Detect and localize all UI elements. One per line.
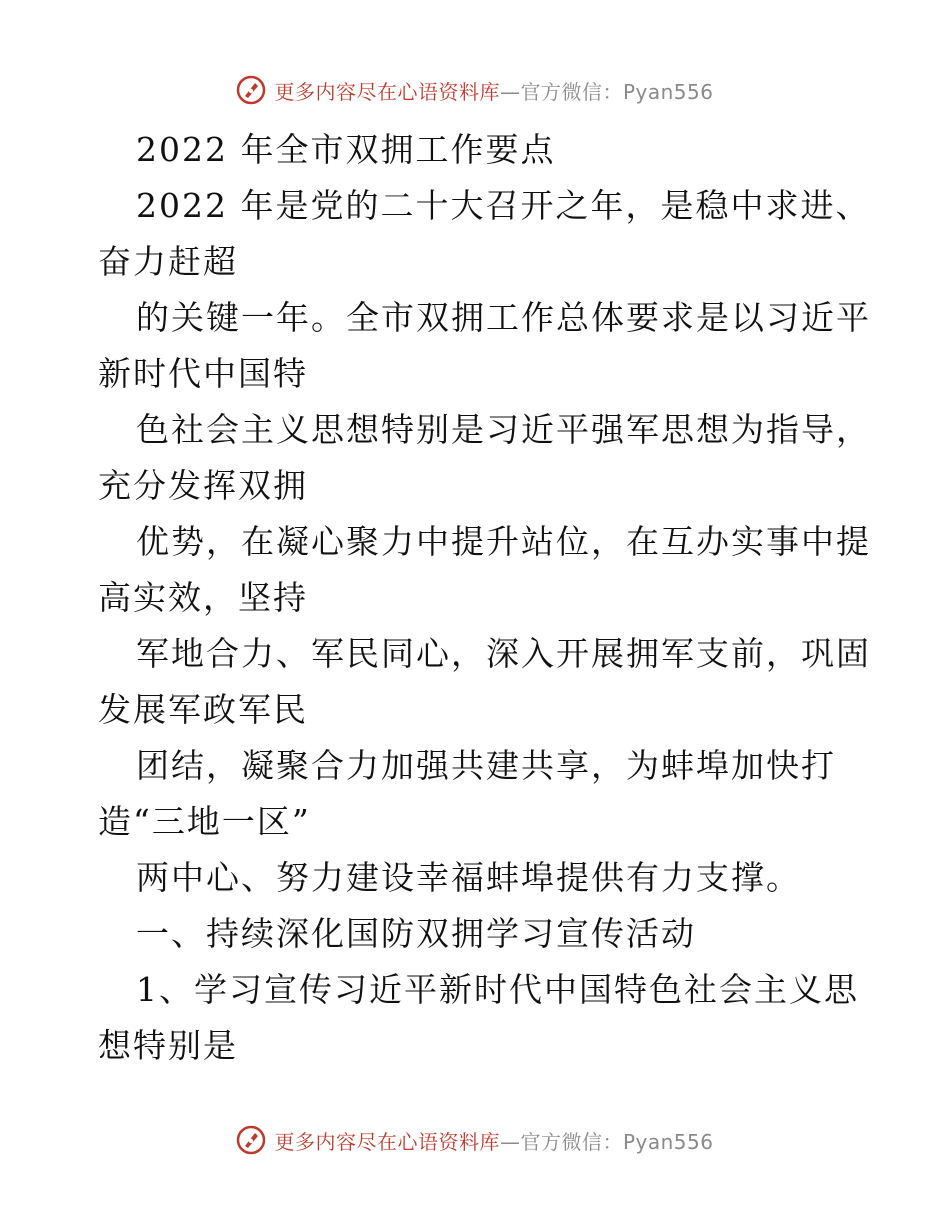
doc-line: 发展军政军民 (98, 690, 308, 729)
watermark-header (0, 70, 950, 110)
doc-line: 优势，在凝心聚力中提升站位，在互办实事中提 (136, 522, 871, 561)
watermark-brand: 更多内容尽在心语资料库 (274, 1129, 500, 1154)
doc-line: 的关键一年。全市双拥工作总体要求是以习近平 (136, 298, 871, 337)
doc-line: 团结，凝聚合力加强共建共享，为蚌埠加快打 (136, 746, 836, 785)
doc-line: 2022 年是党的二十大召开之年，是稳中求进、 (136, 186, 871, 225)
doc-line: 奋力赶超 (98, 242, 238, 281)
doc-line: 充分发挥双拥 (98, 466, 308, 505)
doc-line: 新时代中国特 (98, 354, 308, 393)
doc-line: 2022 年全市双拥工作要点 (136, 130, 556, 169)
watermark-contact: 官方微信：Pyan556 (520, 1129, 714, 1154)
doc-line: 1、学习宣传习近平新时代中国特色社会主义思 (136, 970, 859, 1009)
doc-line: 想特别是 (98, 1026, 238, 1065)
brand-logo-icon (236, 1125, 266, 1155)
document-body (98, 122, 871, 1074)
doc-line: 造“三地一区” (98, 802, 311, 841)
watermark-separator: — (499, 1129, 521, 1154)
doc-line: 色社会主义思想特别是习近平强军思想为指导， (136, 410, 871, 449)
doc-line: 军地合力、军民同心，深入开展拥军支前，巩固 (136, 634, 871, 673)
watermark-contact: 官方微信：Pyan556 (520, 79, 714, 104)
watermark-brand: 更多内容尽在心语资料库 (274, 79, 500, 104)
brand-logo-icon (236, 75, 266, 105)
watermark-text (274, 76, 713, 105)
doc-line: 一、持续深化国防双拥学习宣传活动 (136, 914, 696, 953)
watermark-separator: — (499, 79, 521, 104)
watermark-text (274, 1126, 713, 1155)
doc-line: 高实效，坚持 (98, 578, 308, 617)
watermark-footer (0, 1120, 950, 1160)
doc-line: 两中心、努力建设幸福蚌埠提供有力支撑。 (136, 858, 801, 897)
